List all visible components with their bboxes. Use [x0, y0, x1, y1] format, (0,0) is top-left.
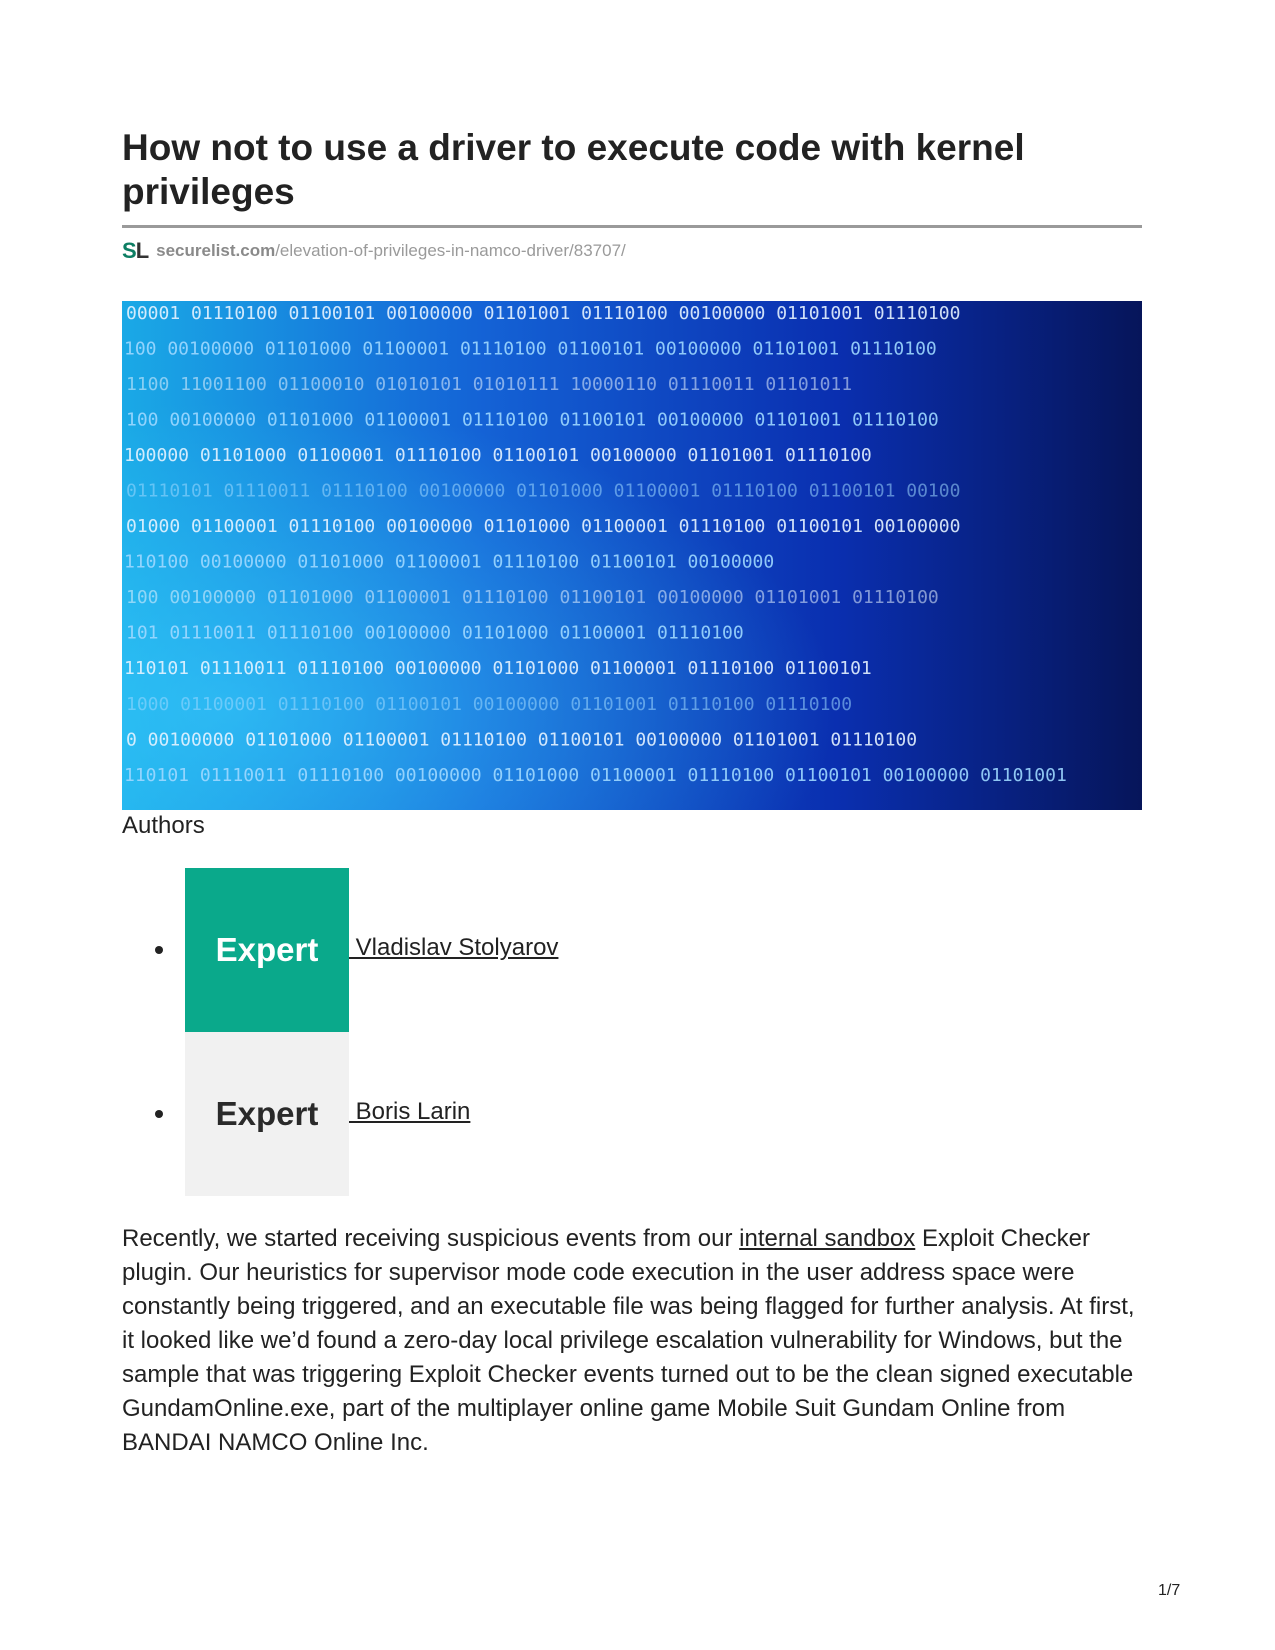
securelist-logo-icon	[122, 238, 148, 264]
author-item	[155, 868, 755, 1032]
binary-line: 101 01110011 01110100 00100000 01101000 01100001 01110100	[126, 622, 744, 644]
paragraph-text-end: Exploit Checker plugin. Our heuristics for supervisor mode code execution in the user address space were constantly being triggered, and an executable file was being flagged for further analysis. At first, it looked like we’d found a zero-day local privilege escalation vulnerability for Windows, but the sample that was triggering Exploit Checker events turned out to be the clean signed executable GundamOnline.exe, part of the multiplayer online game Mobile Suit Gundam Online from BANDAI NAMCO Online Inc.	[122, 1225, 1135, 1456]
binary-code-illustration	[122, 301, 1142, 810]
binary-line: 110100 00100000 01101000 01100001 01110100 01100101 00100000	[124, 551, 775, 573]
internal-sandbox-link[interactable]: internal sandbox	[739, 1225, 916, 1252]
source-line	[122, 238, 626, 264]
binary-line: 110101 01110011 01110100 00100000 01101000 01100001 01110100 01100101	[124, 658, 872, 680]
binary-line: 1100 11001100 01100010 01010101 01010111 10000110 01110011 01101011	[126, 374, 853, 396]
author-item	[155, 1032, 755, 1196]
binary-line: 01110101 01110011 01110100 00100000 01101000 01100001 01110100 01100101 00100	[126, 480, 961, 502]
binary-line: 1000 01100001 01110100 01100101 00100000 01101001 01110100 01110100	[126, 693, 853, 715]
hero-image	[122, 301, 1142, 810]
logo-letter-s: S	[122, 238, 136, 263]
binary-line: 100000 01101000 01100001 01110100 01100101 00100000 01101001 01110100	[124, 445, 872, 467]
bullet-icon	[155, 1110, 163, 1118]
logo-letter-l: L	[135, 238, 149, 263]
authors-heading: Authors	[122, 812, 205, 839]
expert-badge[interactable]: Expert	[185, 1032, 349, 1196]
author-link-boris-larin[interactable]: Boris Larin	[349, 1098, 471, 1125]
binary-line: 0 00100000 01101000 01100001 01110100 01100101 00100000 01101001 01110100	[126, 729, 918, 751]
title-divider	[122, 225, 1142, 228]
source-path[interactable]: /elevation-of-privileges-in-namco-driver/83707/	[275, 241, 626, 260]
author-link-vladislav-stolyarov[interactable]: Vladislav Stolyarov	[349, 934, 559, 961]
binary-line: 100 00100000 01101000 01100001 01110100 01100101 00100000 01101001 01110100	[126, 587, 939, 609]
bullet-icon	[155, 946, 163, 954]
binary-line: 100 00100000 01101000 01100001 01110100 01100101 00100000 01101001 01110100	[126, 409, 939, 431]
expert-badge[interactable]: Expert	[185, 868, 349, 1032]
binary-line: 110101 01110011 01110100 00100000 01101000 01100001 01110100 01100101 00100000 01101001	[124, 764, 1067, 786]
source-domain[interactable]: securelist.com	[156, 241, 276, 260]
binary-line: 00001 01110100 01100101 00100000 01101001 01110100 00100000 01101001 01110100	[126, 303, 961, 324]
paragraph-text-start: Recently, we started receiving suspicious events from our	[122, 1225, 740, 1252]
binary-line: 01000 01100001 01110100 00100000 01101000 01100001 01110100 01100101 00100000	[126, 516, 961, 538]
page-title: How not to use a driver to execute code with kernel privileges	[122, 127, 1025, 212]
page-number: 1/7	[1158, 1582, 1181, 1599]
binary-line: 100 00100000 01101000 01100001 01110100 01100101 00100000 01101001 01110100	[124, 338, 937, 360]
article-paragraph	[122, 1222, 1152, 1460]
